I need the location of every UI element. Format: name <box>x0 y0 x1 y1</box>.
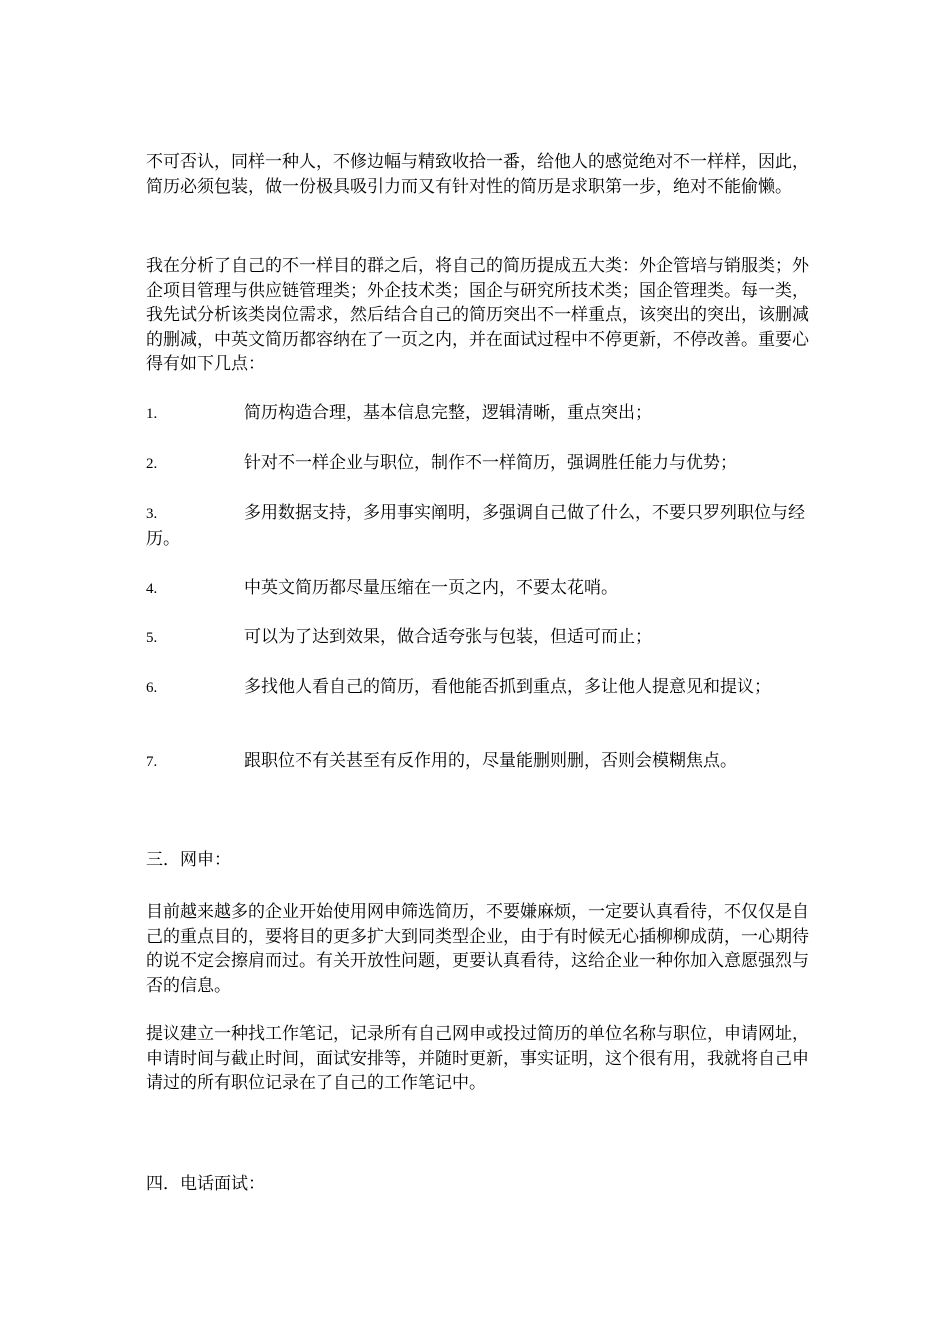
list-text: 多找他人看自己的简历，看他能否抓到重点，多让他人提意见和提议； <box>244 677 771 697</box>
list-text: 简历构造合理，基本信息完整，逻辑清晰，重点突出； <box>244 403 652 423</box>
list-text: 中英文简历都尽量压缩在一页之内，不要太花哨。 <box>244 578 618 598</box>
list-number: 5. <box>146 630 158 646</box>
list-item-2 <box>146 451 826 477</box>
list-item-5 <box>146 625 826 651</box>
paragraph-job-notes: 提议建立一种找工作笔记，记录所有自己网申或投过简历的单位名称与职位，申请网址，申请时间与截止时间，面试安排等，并随时更新，事实证明，这个很有用，我就将自己申请过的所有职位记录在了自己的工作笔记中。 <box>146 1024 809 1093</box>
list-number: 6. <box>146 680 158 696</box>
list-number: 4. <box>146 581 158 597</box>
list-text: 可以为了达到效果，做合适夸张与包装，但适可而止； <box>244 627 652 647</box>
list-item-3 <box>146 501 816 551</box>
list-item-6 <box>146 675 826 701</box>
list-text: 针对不一样企业与职位，制作不一样简历，强调胜任能力与优势； <box>244 453 737 473</box>
list-text: 多用数据支持，多用事实阐明，多强调自己做了什么，不要只罗列职位与经历。 <box>146 503 805 549</box>
list-number: 1. <box>146 406 158 422</box>
list-item-7 <box>146 749 826 775</box>
paragraph-resume-categories: 我在分析了自己的不一样目的群之后，将自己的简历提成五大类：外企管培与销服类；外企项目管理与供应链管理类；外企技术类；国企与研究所技术类；国企管理类。每一类，我先试分析该类岗位需求，然后结合自己的简历突出不一样重点，该突出的突出，该删减的删减，中英文简历都容纳在了一页之内，并在面试过程中不停更新，不停改善。重要心得有如下几点： <box>146 256 809 374</box>
list-text: 跟职位不有关甚至有反作用的，尽量能删则删，否则会模糊焦点。 <box>244 751 737 771</box>
list-number: 3. <box>146 506 158 522</box>
list-number: 2. <box>146 456 158 472</box>
section-heading-phone-interview: 四．电话面试： <box>146 1174 265 1194</box>
paragraph-resume-packaging: 不可否认，同样一种人，不修边幅与精致收拾一番，给他人的感觉绝对不一样样，因此，简历必须包装，做一份极具吸引力而又有针对性的简历是求职第一步，绝对不能偷懒。 <box>146 152 809 197</box>
list-number: 7. <box>146 754 158 770</box>
list-item-1 <box>146 401 826 427</box>
section-heading-online-application: 三．网申： <box>146 850 231 870</box>
list-item-4 <box>146 576 826 602</box>
paragraph-online-application: 目前越来越多的企业开始使用网申筛选简历，不要嫌麻烦，一定要认真看待，不仅仅是自己的重点目的，要将目的更多扩大到同类型企业，由于有时候无心插柳柳成荫，一心期待的说不定会擦肩而过。有关开放性问题，更要认真看待，这给企业一种你加入意愿强烈与否的信息。 <box>146 902 809 996</box>
